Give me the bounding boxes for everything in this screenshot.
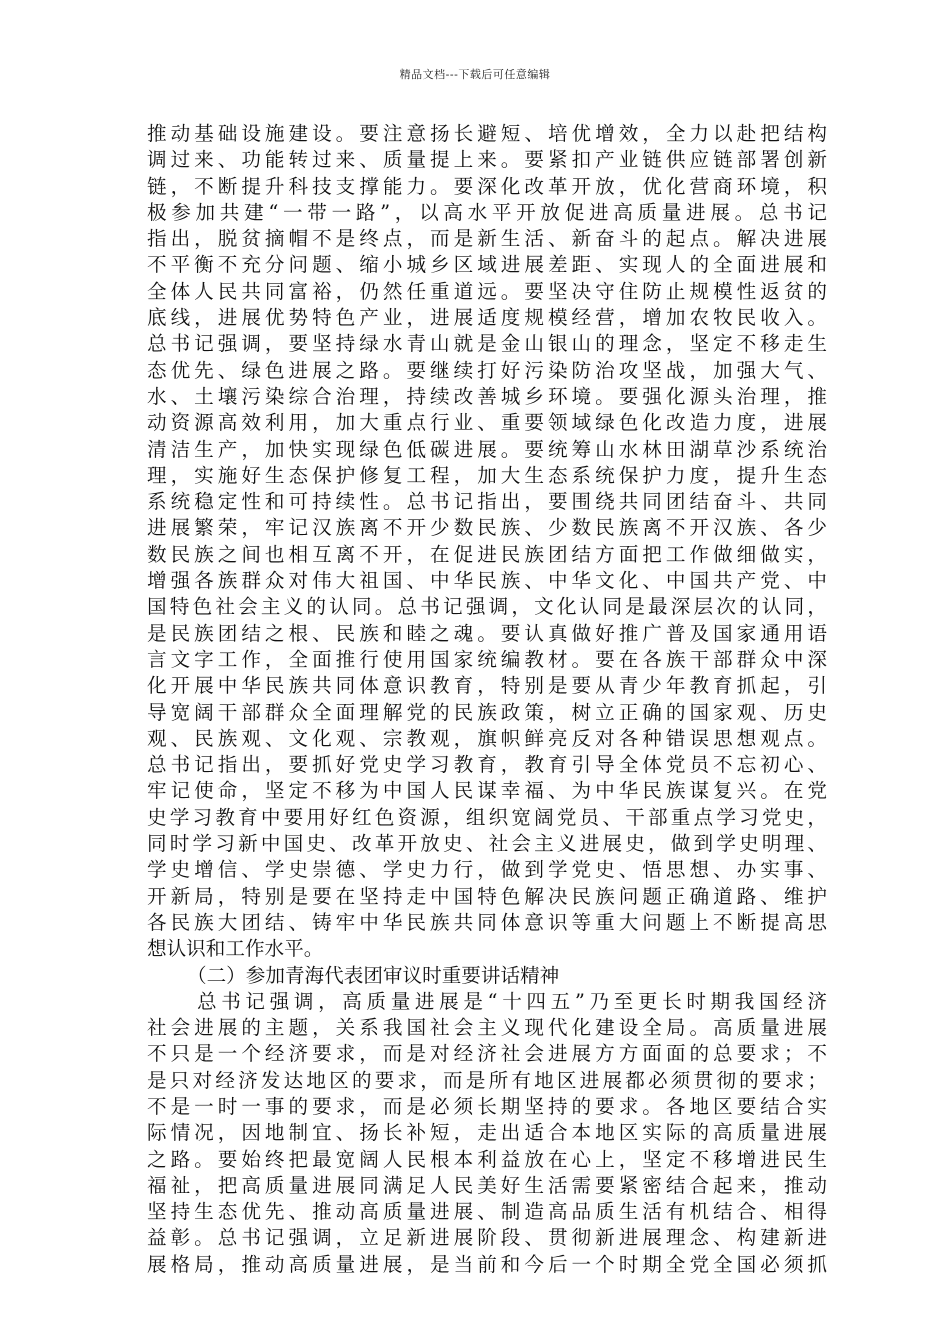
text-line: 系统稳定性和可持续性。总书记指出，要围绕共同团结奋斗、共同 [147, 490, 827, 514]
text-line: 底线，进展优势特色产业，进展适度规模经营，增加农牧民收入。 [147, 306, 827, 330]
page-header: 精品文档---下载后可任意编辑 [399, 68, 551, 81]
text-line: 进展繁荣，牢记汉族离不开少数民族、少数民族离不开汉族、各少 [147, 516, 827, 540]
text-line: 化开展中华民族共同体意识教育，特别是要从青少年教育抓起，引 [147, 674, 827, 698]
text-line: 之路。要始终把最宽阔人民根本利益放在心上，坚定不移增进民生 [147, 1147, 827, 1171]
text-line: 想认识和工作水平。 [147, 937, 324, 961]
text-line: 言文字工作，全面推行使用国家统编教材。要在各族干部群众中深 [147, 647, 827, 671]
text-line: 不只是一个经济要求，而是对经济社会进展方方面面的总要求；不 [147, 1042, 827, 1066]
text-line: 国特色社会主义的认同。总书记强调，文化认同是最深层次的认同， [147, 595, 827, 619]
text-line: 福祉，把高质量进展同满足人民美好生活需要紧密结合起来，推动 [147, 1173, 827, 1197]
text-line: 态优先、绿色进展之路。要继续打好污染防治攻坚战，加强大气、 [147, 358, 827, 382]
text-line: 全体人民共同富裕，仍然任重道远。要坚决守住防止规模性返贫的 [147, 279, 827, 303]
text-line: 链，不断提升科技支撑能力。要深化改革开放，优化营商环境，积 [147, 174, 827, 198]
text-line: 牢记使命，坚定不移为中国人民谋幸福、为中华民族谋复兴。在党 [147, 779, 827, 803]
text-line: 是民族团结之根、民族和睦之魂。要认真做好推广普及国家通用语 [147, 621, 827, 645]
text-line: 推动基础设施建设。要注意扬长避短、培优增效，全力以赴把结构 [147, 122, 827, 145]
text-line: 清洁生产，加快实现绿色低碳进展。要统筹山水林田湖草沙系统治 [147, 437, 827, 461]
text-line: 极参加共建“一带一路”，以高水平开放促进高质量进展。总书记 [147, 200, 827, 224]
text-line: 展格局，推动高质量进展，是当前和今后一个时期全党全国必须抓 [147, 1252, 827, 1276]
text-line: 同时学习新中国史、改革开放史、社会主义进展史，做到学史明理、 [147, 832, 827, 856]
text-line: 益彰。总书记强调，立足新进展阶段、贯彻新进展理念、构建新进 [147, 1226, 827, 1250]
section-heading: （二）参加青海代表团审议时重要讲话精神 [187, 963, 560, 987]
document-body [147, 121, 827, 1278]
text-line: 指出，脱贫摘帽不是终点，而是新生活、新奋斗的起点。解决进展 [147, 227, 827, 251]
text-line: 学史增信、学史崇德、学史力行，做到学党史、悟思想、办实事、 [147, 858, 827, 882]
text-line: 史学习教育中要用好红色资源，组织宽阔党员、干部重点学习党史， [147, 805, 827, 829]
text-line: 理，实施好生态保护修复工程，加大生态系统保护力度，提升生态 [147, 463, 827, 487]
text-line: 际情况，因地制宜、扬长补短，走出适合本地区实际的高质量进展 [147, 1121, 827, 1145]
text-line: 数民族之间也相互离不开，在促进民族团结方面把工作做细做实， [147, 542, 827, 566]
text-line: 总书记指出，要抓好党史学习教育，教育引导全体党员不忘初心、 [147, 753, 827, 777]
text-line: 总书记强调，高质量进展是“十四五”乃至更长时期我国经济 [197, 989, 827, 1013]
text-line: 观、民族观、文化观、宗教观，旗帜鲜亮反对各种错误思想观点。 [147, 726, 827, 750]
text-line: 开新局，特别是要在坚持走中国特色解决民族问题正确道路、维护 [147, 884, 827, 908]
text-line: 不是一时一事的要求，而是必须长期坚持的要求。各地区要结合实 [147, 1094, 827, 1118]
text-line: 增强各族群众对伟大祖国、中华民族、中华文化、中国共产党、中 [147, 569, 827, 593]
text-line: 动资源高效利用，加大重点行业、重要领域绿色化改造力度，进展 [147, 411, 827, 435]
text-line: 是只对经济发达地区的要求，而是所有地区进展都必须贯彻的要求； [147, 1068, 827, 1092]
text-line: 总书记强调，要坚持绿水青山就是金山银山的理念，坚定不移走生 [147, 332, 827, 356]
text-line: 调过来、功能转过来、质量提上来。要紧扣产业链供应链部署创新 [147, 148, 827, 172]
text-line: 社会进展的主题，关系我国社会主义现代化建设全局。高质量进展 [147, 1016, 827, 1040]
text-line: 坚持生态优先、推动高质量进展、制造高品质生活有机结合、相得 [147, 1200, 827, 1224]
text-line: 不平衡不充分问题、缩小城乡区域进展差距、实现人的全面进展和 [147, 253, 827, 277]
text-line: 各民族大团结、铸牢中华民族共同体意识等重大问题上不断提高思 [147, 910, 827, 934]
text-line: 导宽阔干部群众全面理解党的民族政策，树立正确的国家观、历史 [147, 700, 827, 724]
text-line: 水、土壤污染综合治理，持续改善城乡环境。要强化源头治理，推 [147, 384, 827, 408]
